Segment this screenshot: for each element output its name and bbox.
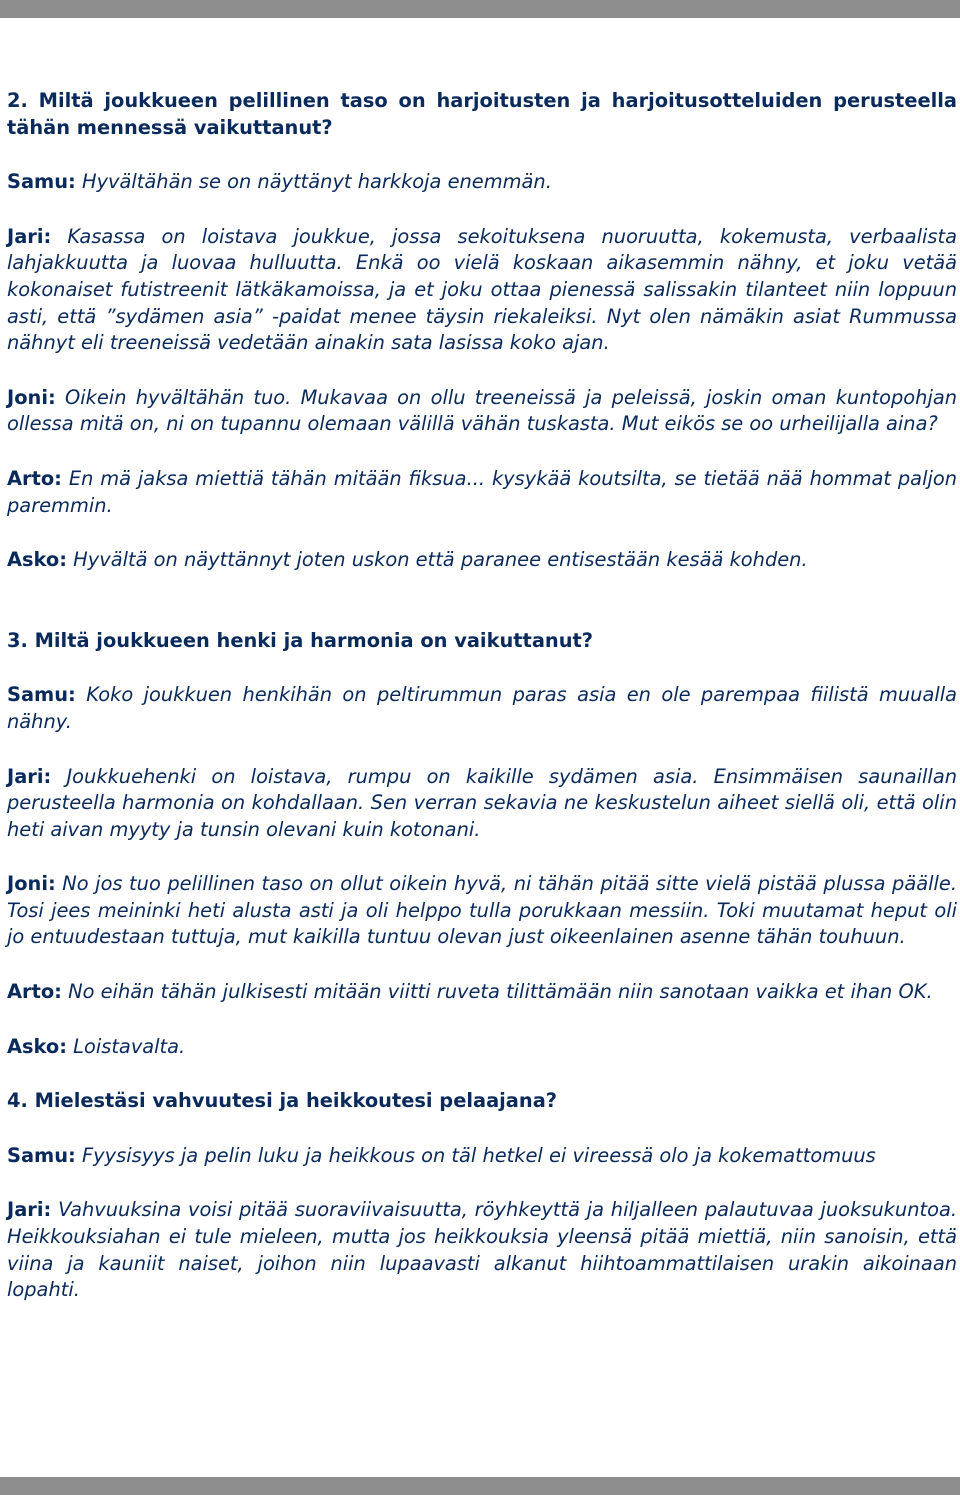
speaker-name: Samu: — [7, 170, 76, 194]
document-body — [7, 88, 957, 1332]
answer-asko — [7, 547, 957, 574]
answer-text: Fyysisyys ja pelin luku ja heikkous on täl hetkel ei vireessä olo ja kokemattomuus — [82, 1143, 876, 1167]
speaker-name: Asko: — [7, 548, 67, 572]
answer-text: No eihän tähän julkisesti mitään viitti ruveta tilittämään niin sanotaan vaikka et ihan OK. — [68, 980, 933, 1004]
header-rule — [0, 0, 960, 18]
answer-text: Koko joukkuen henkihän on peltirummun paras asia en ole parempaa fiilistä muualla nähny. — [7, 683, 958, 733]
speaker-name: Jari: — [7, 224, 52, 248]
answer-text: En mä jaksa miettiä tähän mitään fiksua... kysykää koutsilta, se tietää nää hommat paljon paremmin. — [7, 466, 957, 517]
question-2: 2. Miltä joukkueen pelillinen taso on harjoitusten ja harjoitusotteluiden perusteella tähän mennessä vaikuttanut? — [7, 89, 957, 139]
speaker-name: Jari: — [7, 1198, 52, 1222]
answer-jari — [7, 224, 957, 357]
answer-joni — [7, 871, 957, 951]
speaker-name: Joni: — [7, 872, 56, 896]
answer-arto — [7, 466, 957, 519]
footer-rule — [0, 1477, 960, 1495]
answer-joni — [7, 385, 957, 438]
answer-text: Vahvuuksina voisi pitää suoraviivaisuutta, röyhkeyttä ja hiljalleen palautuvaa juoksukuntoa. Heikkouksiahan ei tule mieleen, mutta jos heikkouksia yleensä pitää miettiä, niin sanoisin, että viina ja kauniit naiset, joihon niin lupaavasti alkanut hiihtoammattilaisen urakin aikoinaan lopahti. — [7, 1198, 957, 1302]
answer-text: Hyvältähän se on näyttänyt harkkoja enemmän. — [82, 170, 552, 194]
answer-samu — [7, 169, 957, 196]
speaker-name: Asko: — [7, 1034, 67, 1058]
speaker-name: Arto: — [7, 466, 62, 490]
answer-text: No jos tuo pelillinen taso on ollut oikein hyvä, ni tähän pitää sitte vielä pistää plussa päälle. Tosi jees meininki heti alusta asti ja oli helppo tulla porukkaan messiin. Toki muutamat heput oli jo entuudestaan tuttuja, mut kaikilla tuntuu olevan just oikeenlainen asenne tähän touhuun. — [7, 872, 957, 949]
speaker-name: Samu: — [7, 683, 76, 707]
answer-text: Oikein hyvältähän tuo. Mukavaa on ollu treeneissä ja peleissä, joskin oman kuntopohjan ollessa mitä on, ni on tupannu olemaan välillä vähän tuskasta. Mut eikös se oo urheilijalla aina? — [7, 385, 958, 436]
answer-arto — [7, 979, 957, 1006]
answer-text: Hyvältä on näyttännyt joten uskon että paranee entisestään kesää kohden. — [73, 548, 808, 572]
answer-samu — [7, 682, 957, 735]
section-gap — [7, 602, 957, 628]
answer-text: Kasassa on loistava joukkue, jossa sekoituksena nuoruutta, kokemusta, verbaalista lahjakkuutta ja luovaa hulluutta. Enkä oo vielä koskaan aikasemmin nähny, et joku vetää kokonaiset futistreenit lätkäkamoissa, ja et joku ottaa pienessä salissakin tilanteet niin loppuun asti, että ”sydämen asia” -paidat menee täysin riekaleiksi. Nyt olen nämäkin asiat Rummussa nähnyt eli treeneissä vedetään ainakin sata lasissa koko ajan. — [7, 224, 957, 355]
speaker-name: Jari: — [7, 764, 52, 788]
speaker-name: Joni: — [7, 385, 56, 409]
answer-samu — [7, 1143, 957, 1170]
answer-text: Joukkuehenki on loistava, rumpu on kaikille sydämen asia. Ensimmäisen saunaillan perusteella harmonia on kohdallaan. Sen verran sekavia ne keskustelun aiheet siellä oli, että olin heti aivan myyty ja tunsin olevani kuin kotonani. — [7, 764, 957, 841]
speaker-name: Arto: — [7, 980, 62, 1004]
answer-asko — [7, 1034, 957, 1061]
question-3: 3. Miltä joukkueen henki ja harmonia on vaikuttanut? — [7, 628, 594, 652]
answer-jari — [7, 764, 957, 844]
answer-text: Loistavalta. — [73, 1034, 186, 1058]
answer-jari — [7, 1197, 957, 1303]
speaker-name: Samu: — [7, 1143, 76, 1167]
question-4: 4. Mielestäsi vahvuutesi ja heikkoutesi pelaajana? — [7, 1089, 558, 1113]
